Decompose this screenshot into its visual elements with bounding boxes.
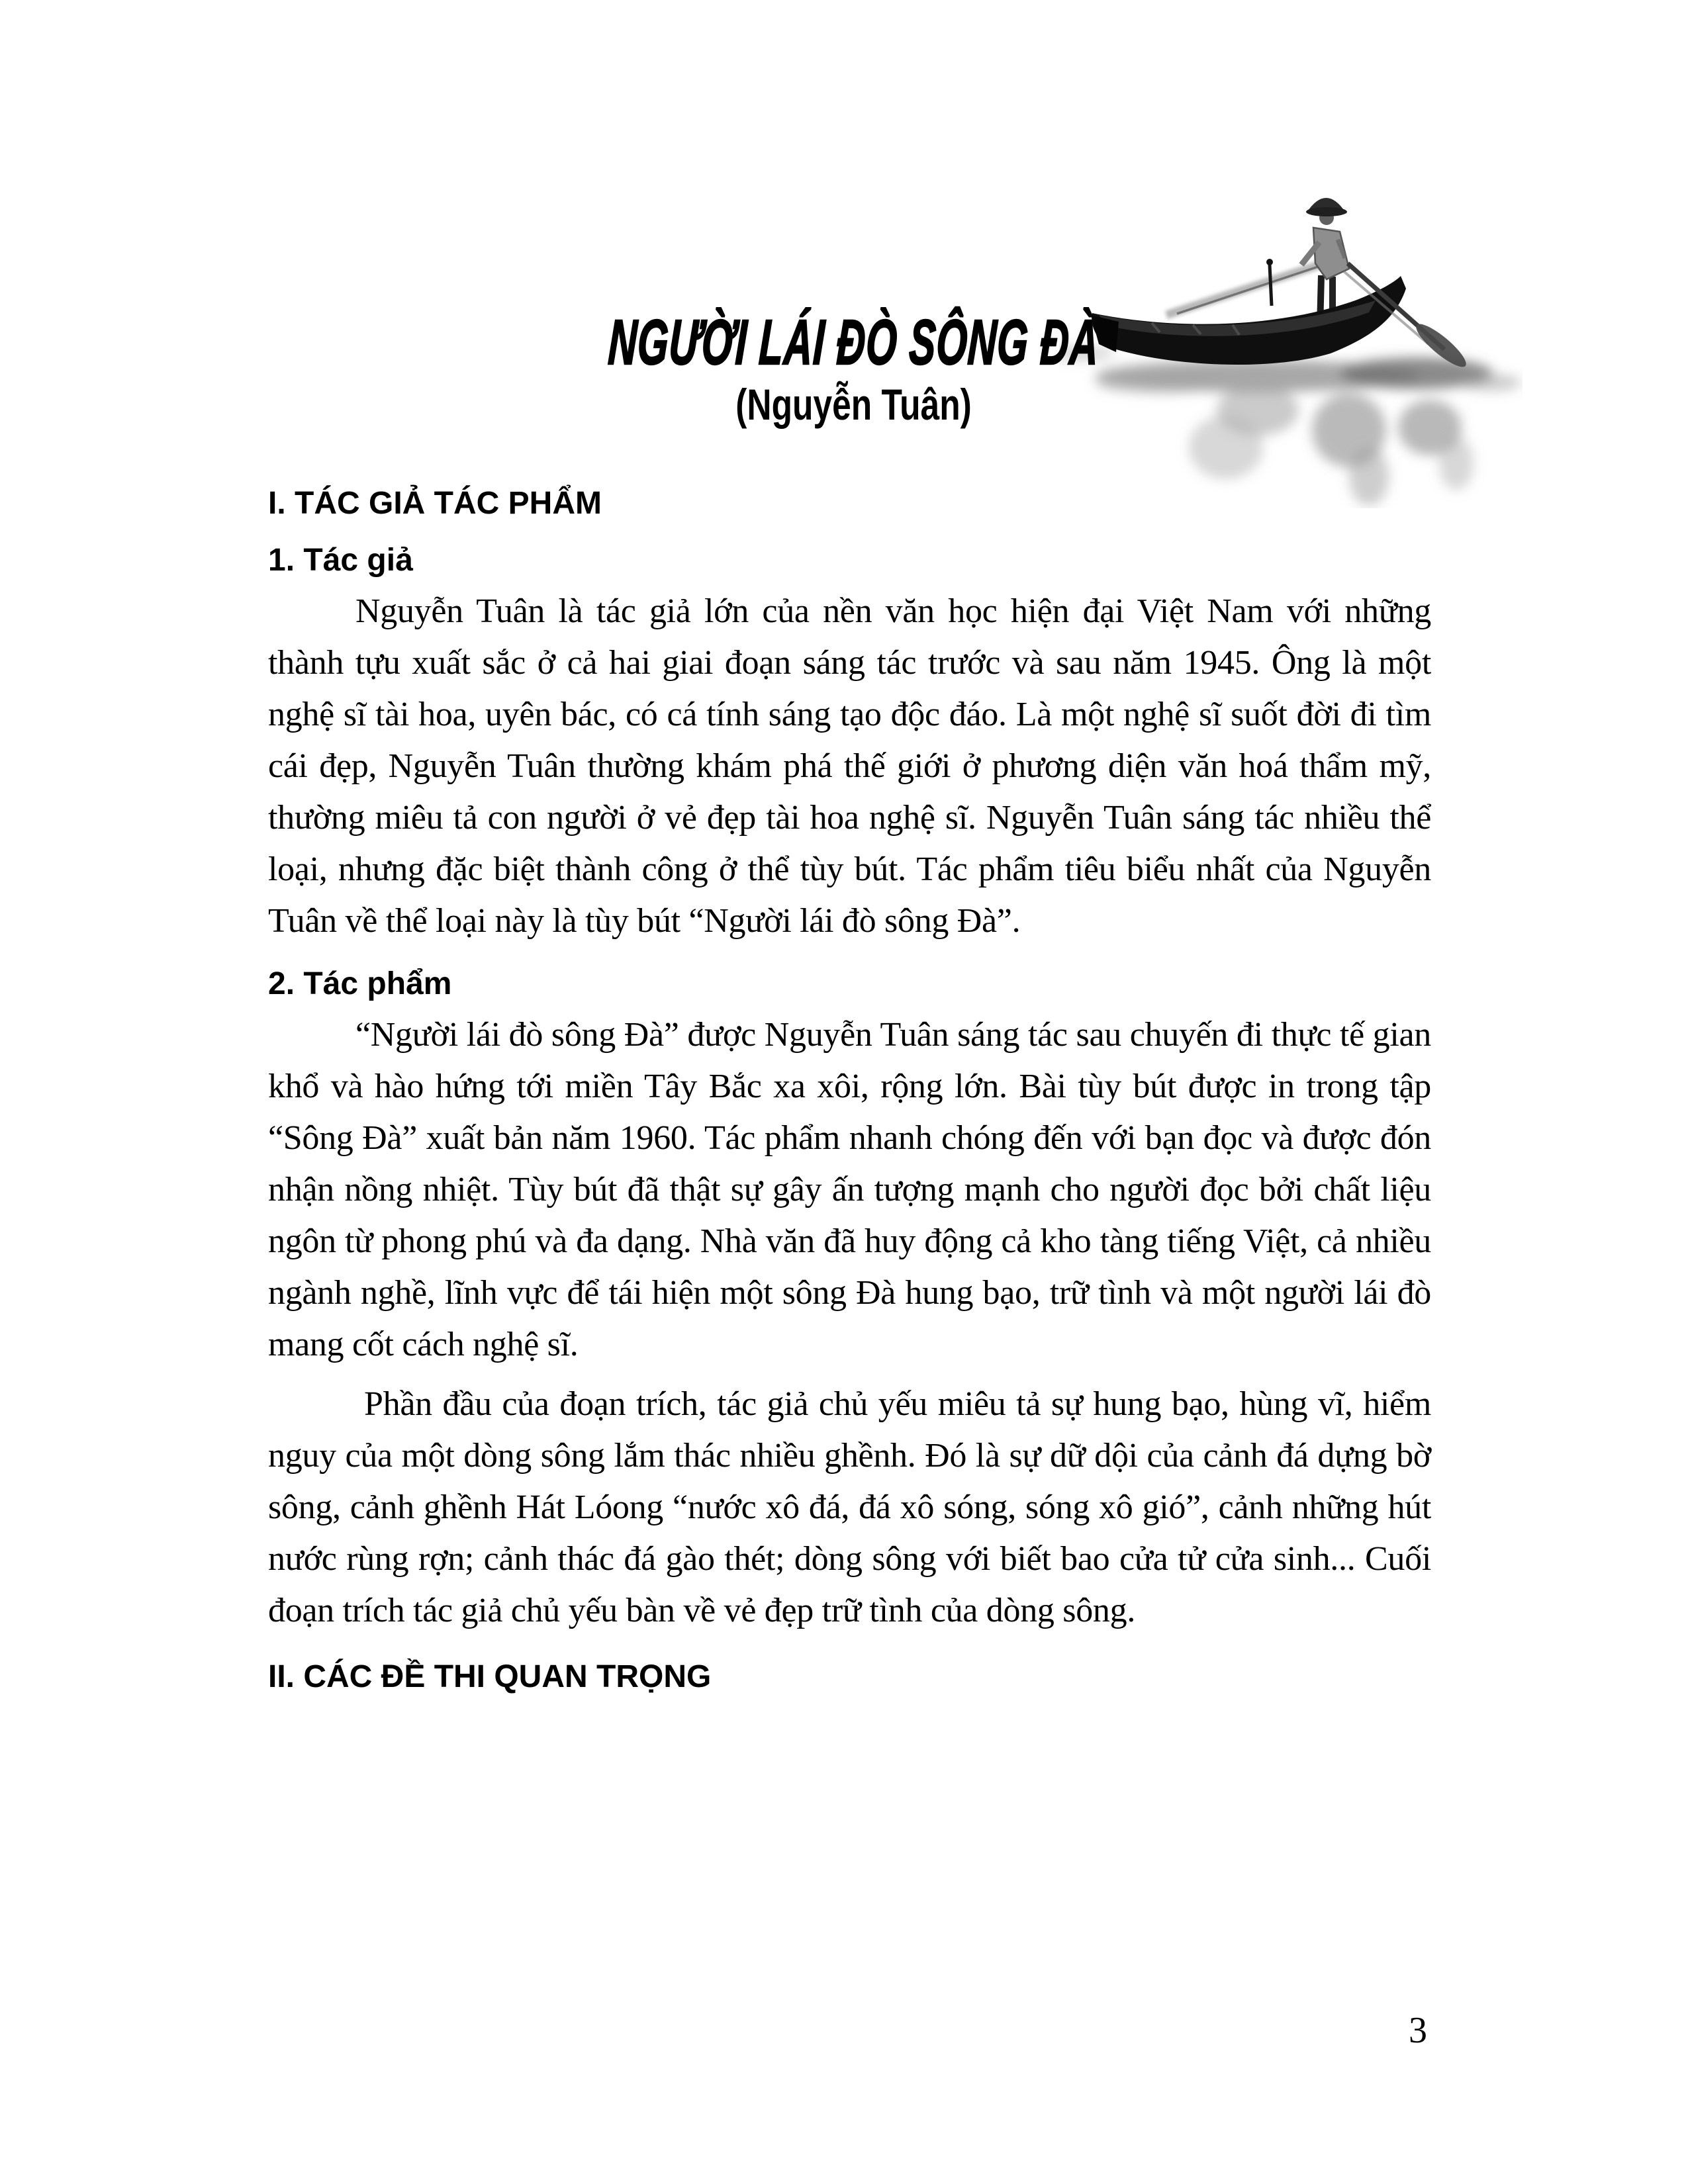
author-name: (Nguyễn Tuân) bbox=[735, 380, 972, 429]
section1-heading: I. TÁC GIẢ TÁC PHẨM bbox=[268, 486, 602, 521]
page-title: NGƯỜI LÁI ĐÒ SÔNG ĐÀ bbox=[607, 307, 1101, 378]
document-content bbox=[268, 485, 1431, 1696]
section2-heading: II. CÁC ĐỀ THI QUAN TRỌNG bbox=[268, 1659, 712, 1694]
subsection-work-heading: 2. Tác phẩm bbox=[268, 966, 452, 1001]
page-number: 3 bbox=[1409, 2010, 1427, 2051]
work-paragraph-1: “Người lái đò sông Đà” được Nguyễn Tuân sáng tác sau chuyến đi thực tế gian khổ và hào hứng tới miền Tây Bắc xa xôi, rộng lớn. Bài tùy bút được in trong tập “Sông Đà” xuất bản năm 1960. Tác phẩm nhanh chóng đến với bạn đọc và được đón nhận nồng nhiệt. Tùy bút đã thật sự gây ấn tượng mạnh cho người đọc bởi chất liệu ngôn từ phong phú và đa dạng. Nhà văn đã huy động cả kho tàng tiếng Việt, cả nhiều ngành nghề, lĩnh vực để tái hiện một sông Đà hung bạo, trữ tình và một người lái đò mang cốt cách nghệ sĩ. bbox=[268, 1016, 1431, 1363]
left-oar bbox=[1166, 263, 1324, 315]
work-paragraph-2: Phần đầu của đoạn trích, tác giả chủ yếu miêu tả sự hung bạo, hùng vĩ, hiểm nguy của một dòng sông lắm thác nhiều ghềnh. Đó là sự dữ dội của cảnh đá dựng bờ sông, cảnh ghềnh Hát Lóong “nước xô đá, đá xô sóng, sóng xô gió”, cảnh những hút nước rùng rợn; cảnh thác đá gào thét; dòng sông với biết bao cửa tử cửa sinh... Cuối đoạn trích tác giả chủ yếu bàn về vẻ đẹp trữ tình của dòng sông. bbox=[268, 1385, 1431, 1629]
subsection-author-heading: 1. Tác giả bbox=[268, 543, 413, 578]
page-title-row bbox=[10, 307, 1688, 378]
author-row bbox=[10, 379, 1688, 430]
author-paragraph: Nguyễn Tuân là tác giả lớn của nền văn học hiện đại Việt Nam với những thành tựu xuất sắc ở cả hai giai đoạn sáng tác trước và sau năm 1945. Ông là một nghệ sĩ tài hoa, uyên bác, có cá tính sáng tạo độc đáo. Là một nghệ sĩ suốt đời đi tìm cái đẹp, Nguyễn Tuân thường khám phá thế giới ở phương diện văn hoá thẩm mỹ, thường miêu tả con người ở vẻ đẹp tài hoa nghệ sĩ. Nguyễn Tuân sáng tác nhiều thể loại, nhưng đặc biệt thành công ở thể tùy bút. Tác phẩm tiêu biểu nhất của Nguyễn Tuân về thể loại này là tùy bút “Người lái đò sông Đà”. bbox=[268, 592, 1431, 940]
